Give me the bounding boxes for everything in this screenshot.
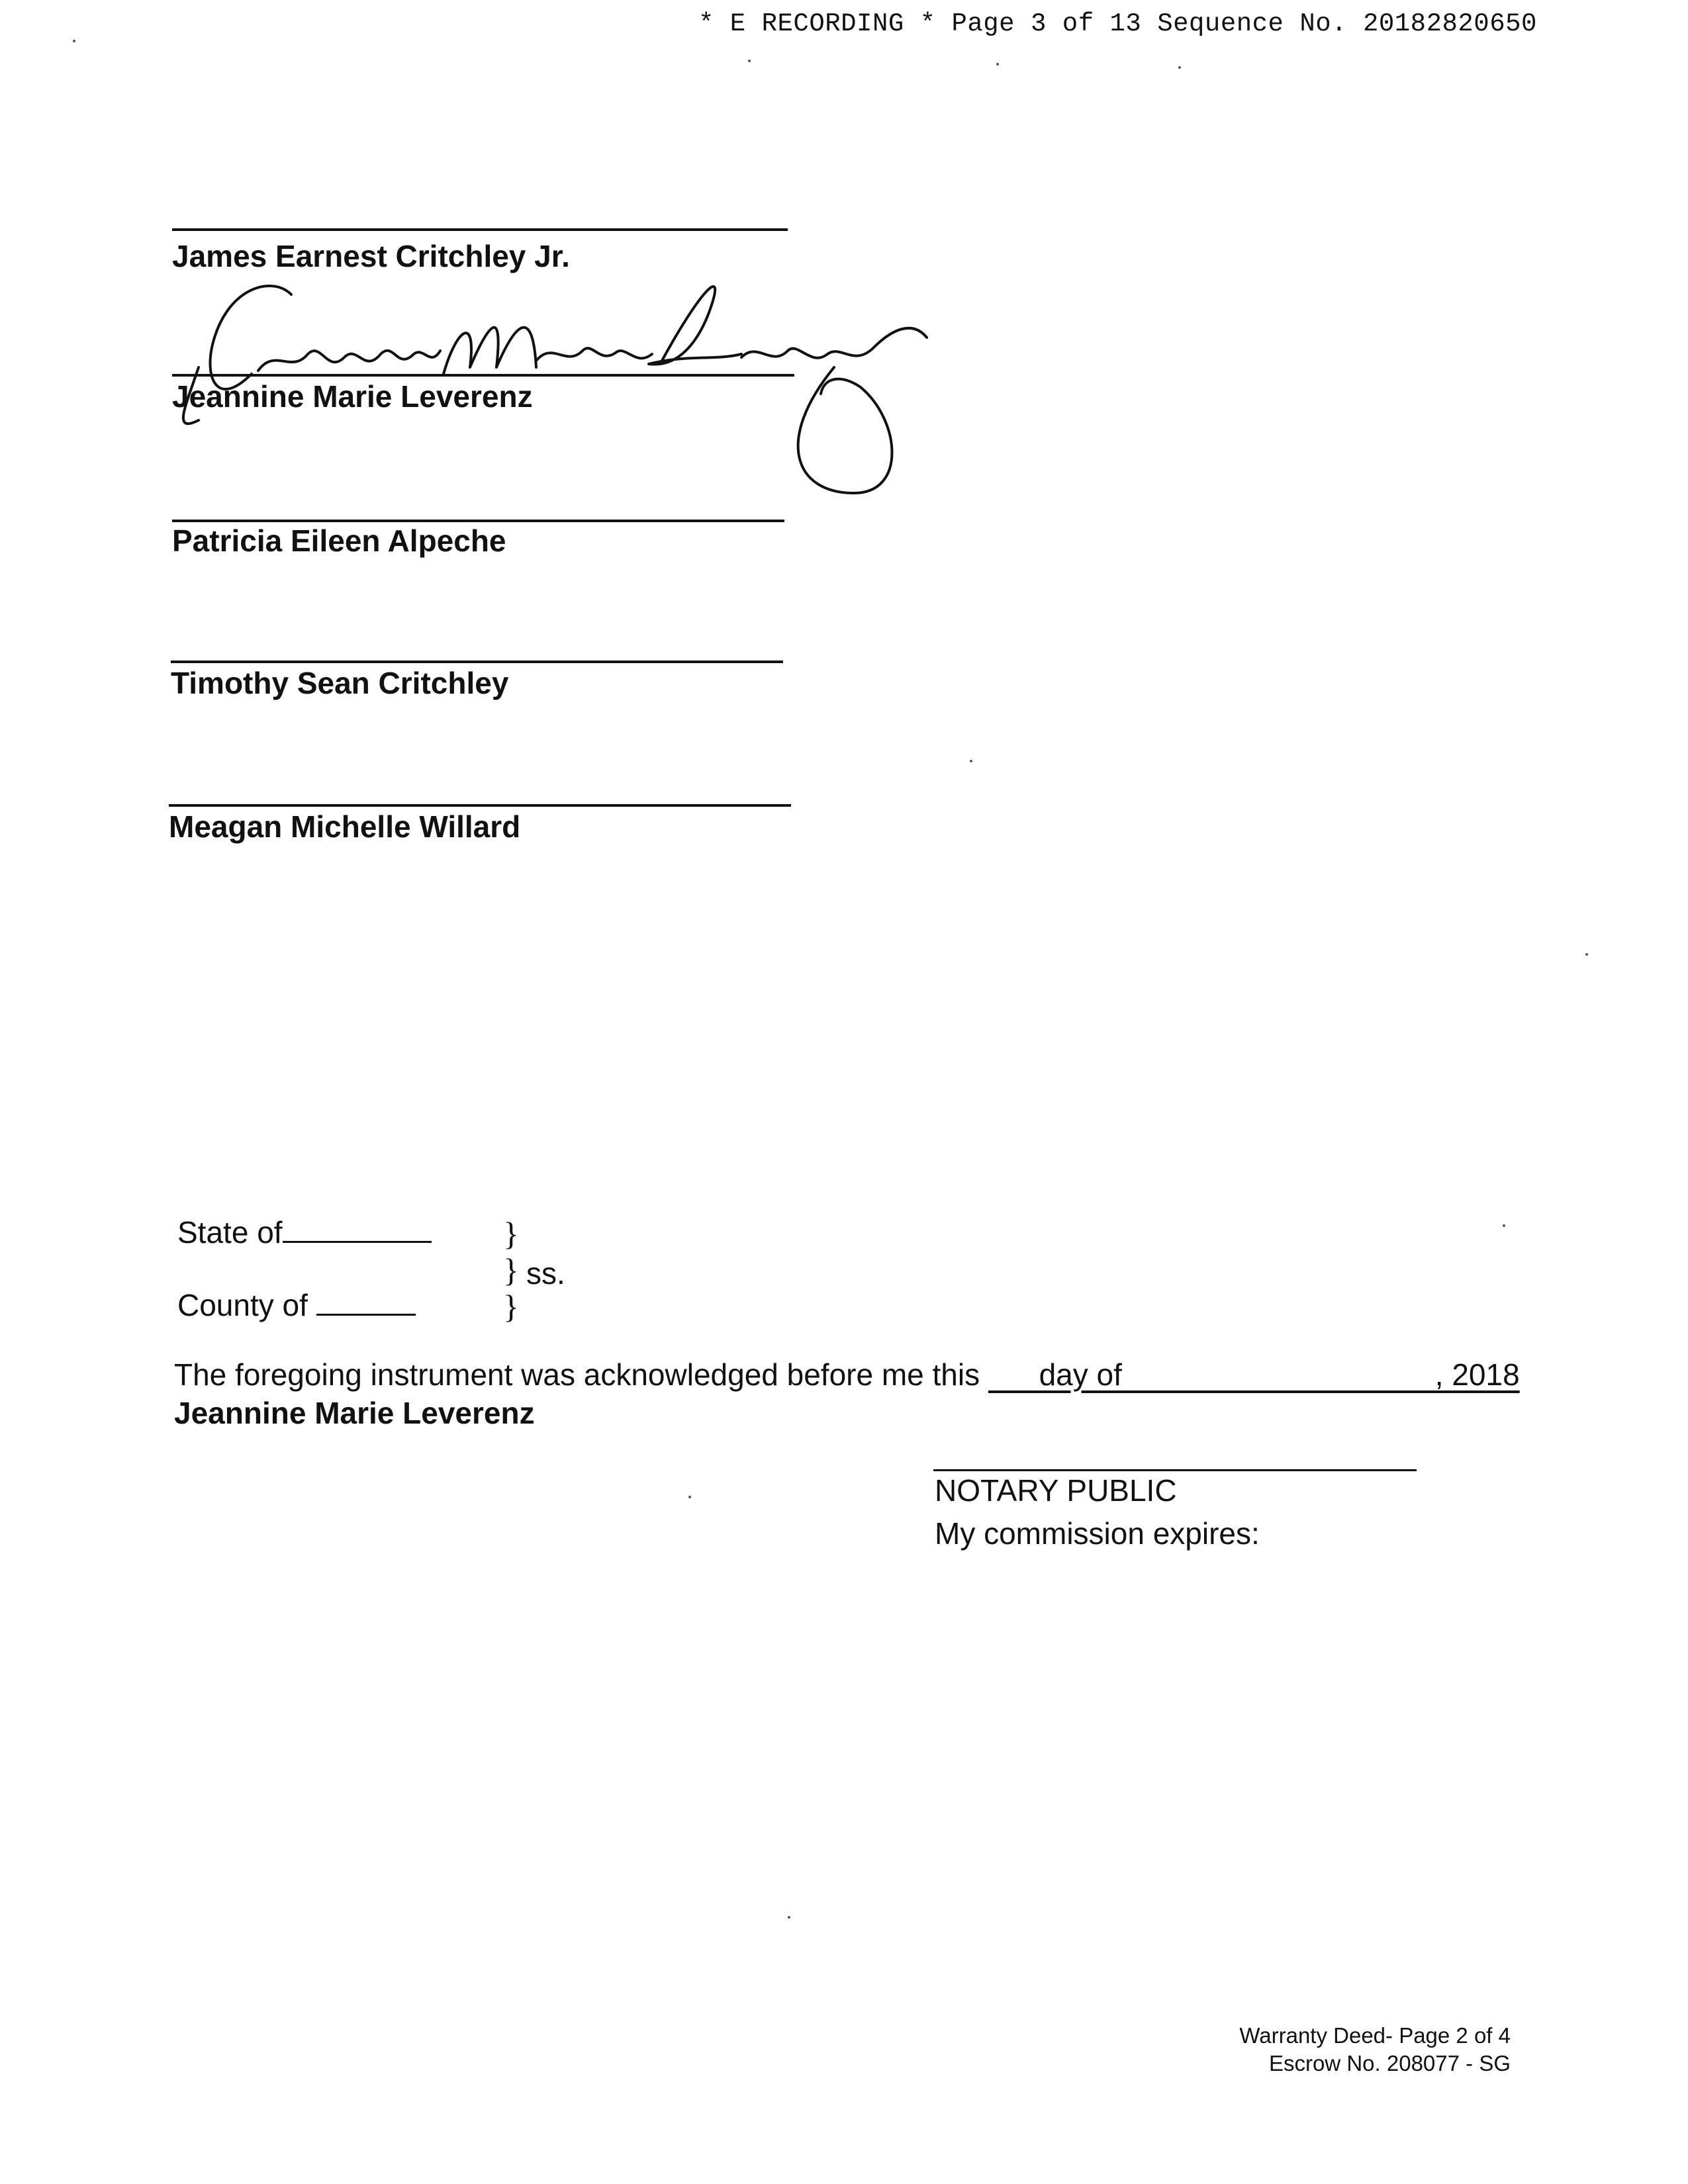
acknowledgment-name: Jeannine Marie Leverenz [174, 1396, 535, 1430]
notary-signature-line [933, 1469, 1417, 1471]
acknowledgment-text: The foregoing instrument was acknowledged before me this day of , 2018 [174, 1357, 1520, 1392]
recording-header: * E RECORDING * Page 3 of 13 Sequence No. 20182820650 [698, 9, 1537, 38]
ss-label: ss. [526, 1256, 565, 1291]
signer-name-3: Patricia Eileen Alpeche [172, 523, 506, 558]
signer-name-5: Meagan Michelle Willard [169, 809, 521, 844]
scan-speck [73, 40, 75, 42]
scan-speck [788, 1916, 790, 1919]
footer-escrow: Escrow No. 208077 - SG [1269, 2051, 1511, 2075]
county-blank[interactable] [316, 1314, 416, 1316]
scan-speck [970, 760, 972, 762]
page-footer [1239, 2022, 1511, 2077]
notary-title: NOTARY PUBLIC [935, 1473, 1177, 1508]
brace-top: } [503, 1215, 519, 1252]
scan-speck [748, 60, 751, 62]
handwritten-signature [159, 275, 953, 513]
signature-line-1 [172, 228, 788, 231]
signature-line-3 [172, 520, 784, 522]
notary-commission: My commission expires: [935, 1516, 1260, 1551]
state-blank[interactable] [283, 1241, 432, 1243]
scan-speck [1585, 953, 1588, 956]
signature-line-4 [171, 660, 783, 663]
scan-speck [1178, 66, 1181, 69]
county-of-label: County of [177, 1287, 416, 1323]
scan-speck [996, 63, 999, 66]
day-blank[interactable]: day of , 2018 [1039, 1357, 1520, 1392]
signer-name-1: James Earnest Critchley Jr. [172, 239, 570, 273]
footer-page-ref: Warranty Deed- Page 2 of 4 [1239, 2023, 1511, 2048]
scan-speck [1503, 1224, 1505, 1227]
brace-middle: } [503, 1251, 519, 1289]
signer-name-2: Jeannine Marie Leverenz [172, 379, 533, 414]
scan-speck [688, 1496, 691, 1498]
signer-name-4: Timothy Sean Critchley [171, 666, 509, 700]
signature-line-5 [169, 804, 791, 807]
brace-bottom: } [503, 1288, 519, 1325]
state-of-label: State of [177, 1214, 432, 1250]
